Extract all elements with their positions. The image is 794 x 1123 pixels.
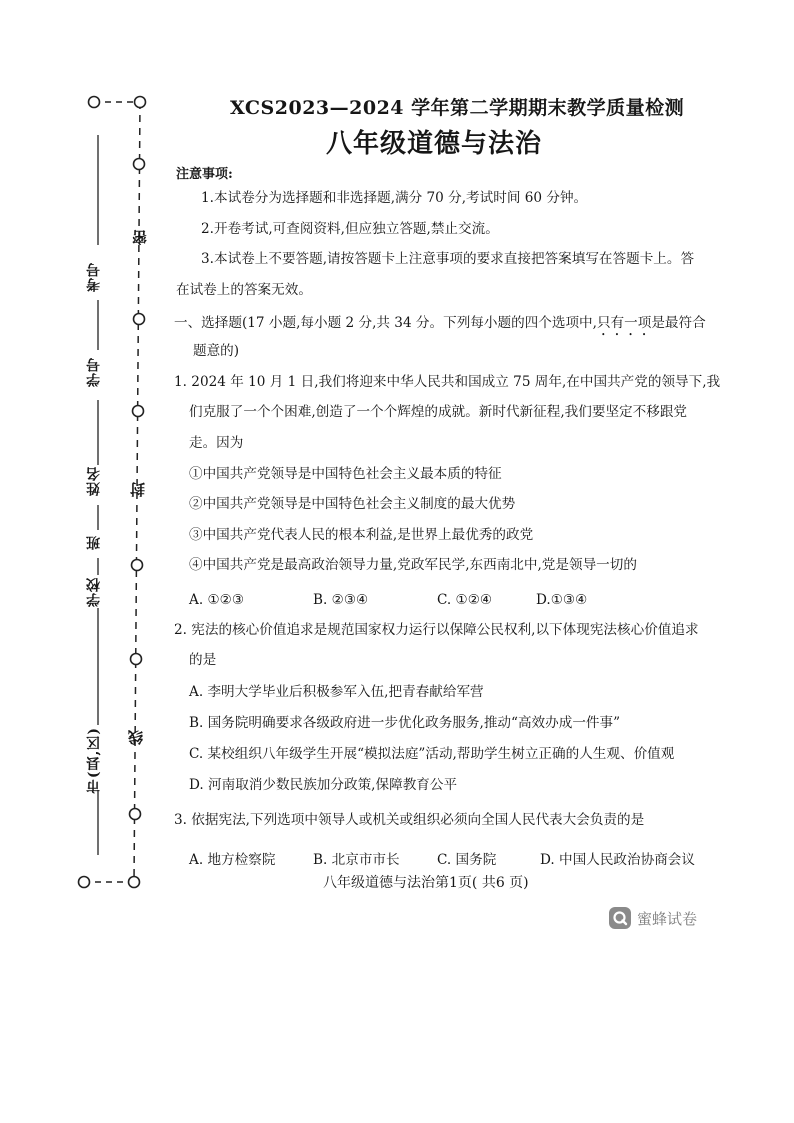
watermark [608,906,697,930]
notice-item-1: 1.本试卷分为选择题和非选择题,满分 70 分,考试时间 60 分钟。 [201,190,588,206]
q2-option-a: A. 李明大学毕业后积极参军入伍,把青春献给军营 [189,684,484,700]
q3-stem-line-1: 3. 依据宪法,下列选项中领导人或机关或组织必须向全国人民代表大会负责的是 [174,812,645,828]
field-label-school: 学校 [86,577,102,607]
q1-statement-1: ①中国共产党领导是中国特色社会主义最本质的特征 [189,466,502,482]
exam-title: XCS2023—2024 学年第二学期期末教学质量检测 [230,97,685,119]
q3-option-b: B. 北京市市长 [313,852,400,868]
circle-icon [132,94,148,110]
q1-statement-2: ②中国共产党领导是中国特色社会主义制度的最大优势 [189,496,516,512]
q2-stem-line-1: 2. 宪法的核心价值追求是规范国家权力运行以保障公民权利,以下体现宪法核心价值追求 [174,622,699,638]
section-heading-emphasis: 只有一项 [596,315,652,331]
circle-icon [130,403,146,419]
watermark-brand: 蜜蜂试卷 [637,909,698,928]
notice-item-3: 3.本试卷上不要答题,请按答题卡上注意事项的要求直接把答案填写在答题卡上。答 [201,251,695,267]
q-logo-icon [608,906,632,930]
seal-word-xian: 线 [127,730,145,745]
circle-icon [86,94,102,110]
section-heading-pre: 一、选择题(17 小题,每小题 2 分,共 34 分。下列每小题的四个选项中, [174,315,597,331]
q1-stem-line-3: 走。因为 [189,435,244,451]
page-footer: 八年级道德与法治第1页( 共6 页) [323,875,529,891]
notice-item-2: 2.开卷考试,可查阅资料,但应独立答题,禁止交流。 [201,221,499,237]
q1-option-a: A. ①②③ [189,592,245,608]
q2-option-b: B. 国务院明确要求各级政府进一步优化政务服务,推动“高效办成一件事” [189,715,621,731]
section-heading-post: 是最符合 [651,315,706,331]
q1-stem-line-2: 们克服了一个个困难,创造了一个个辉煌的成就。新时代新征程,我们要坚定不移跟党 [189,404,688,420]
circle-icon [126,874,142,890]
q1-option-c: C. ①②④ [437,592,493,608]
q1-stem-line-1: 1. 2024 年 10 月 1 日,我们将迎来中华人民共和国成立 75 周年,在中国共产党的领导下,我 [174,374,721,390]
seal-word-feng: 封 [129,482,147,497]
section-heading-cont: 题意的) [193,343,240,359]
circle-icon [76,874,92,890]
circle-icon [129,557,145,573]
q3-option-c: C. 国务院 [437,852,497,868]
circle-icon [128,651,144,667]
circle-icon [131,156,147,172]
field-label-city-county: 市(县,区) [86,727,102,794]
subject-title: 八年级道德与法治 [326,129,543,159]
q2-option-d: D. 河南取消少数民族加分政策,保障教育公平 [189,777,458,793]
q2-option-c: C. 某校组织八年级学生开展“模拟法庭”活动,帮助学生树立正确的人生观、价值观 [189,746,675,762]
field-label-name: 姓名 [86,466,102,496]
field-label-exam-number: 考号 [86,262,102,292]
q1-statement-3: ③中国共产党代表人民的根本利益,是世界上最优秀的政党 [189,527,534,543]
field-label-student-number: 学号 [86,357,102,387]
circle-icon [127,806,143,822]
q1-option-b: B. ②③④ [313,592,369,608]
circle-icon [131,311,147,327]
section-heading [174,315,706,339]
notice-heading: 注意事项: [176,167,233,182]
notice-item-3-cont: 在试卷上的答案无效。 [176,282,312,298]
q3-option-a: A. 地方检察院 [189,852,276,868]
q3-option-d: D. 中国人民政治协商会议 [540,852,695,868]
q1-option-d: D.①③④ [536,592,588,608]
q1-statement-4: ④中国共产党是最高政治领导力量,党政军民学,东西南北中,党是领导一切的 [189,557,637,573]
q2-stem-line-2: 的是 [189,652,217,668]
seal-word-mi: 密 [131,230,149,245]
field-label-class: 班 [86,535,102,550]
